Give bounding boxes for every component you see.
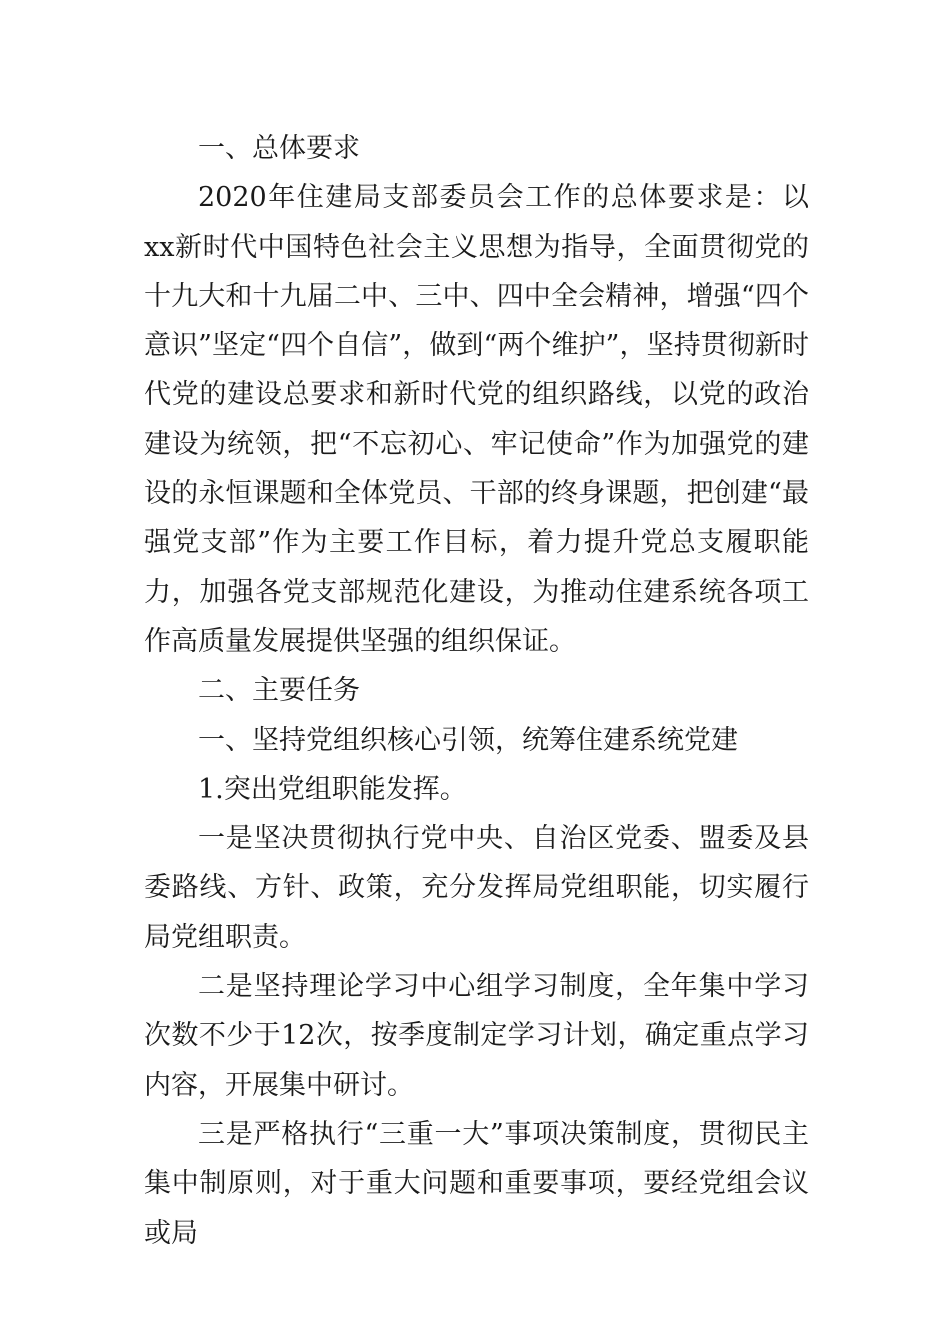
subsection-heading-party-leadership: 一、坚持党组织核心引领，统筹住建系统党建: [198, 724, 738, 756]
document-body: [144, 124, 809, 1258]
section-heading-overall-requirements: 一、总体要求: [198, 133, 360, 164]
paragraph-item-three: 三是严格执行“三重一大”事项决策制度，贯彻民主集中制原则，对于重大问题和重要事项，要经党组会议或局: [144, 1118, 809, 1249]
paragraph-item-one: 一是坚决贯彻执行党中央、自治区党委、盟委及县委路线、方针、政策，充分发挥局党组职能，切实履行局党组职责。: [144, 823, 809, 953]
paragraph-overall-requirements: 2020年住建局支部委员会工作的总体要求是：以xx新时代中国特色社会主义思想为指导，全面贯彻党的十九大和十九届二中、三中、四中全会精神，增强“四个意识”坚定“四个自信”，做到“两个维护”，坚持贯彻新时代党的建设总要求和新时代党的组织路线，以党的政治建设为统领，把“不忘初心、牢记使命”作为加强党的建设的永恒课题和全体党员、干部的终身课题，把创建“最强党支部”作为主要工作目标，着力提升党总支履职能力，加强各党支部规范化建设，为推动住建系统各项工作高质量发展提供坚强的组织保证。: [144, 182, 809, 657]
item-heading-party-group-functions: 1.突出党组职能发挥。: [198, 773, 467, 805]
paragraph-item-two: 二是坚持理论学习中心组学习制度，全年集中学习次数不少于12次，按季度制定学习计划，确定重点学习内容，开展集中研讨。: [144, 971, 809, 1101]
section-heading-main-tasks: 二、主要任务: [198, 675, 360, 707]
